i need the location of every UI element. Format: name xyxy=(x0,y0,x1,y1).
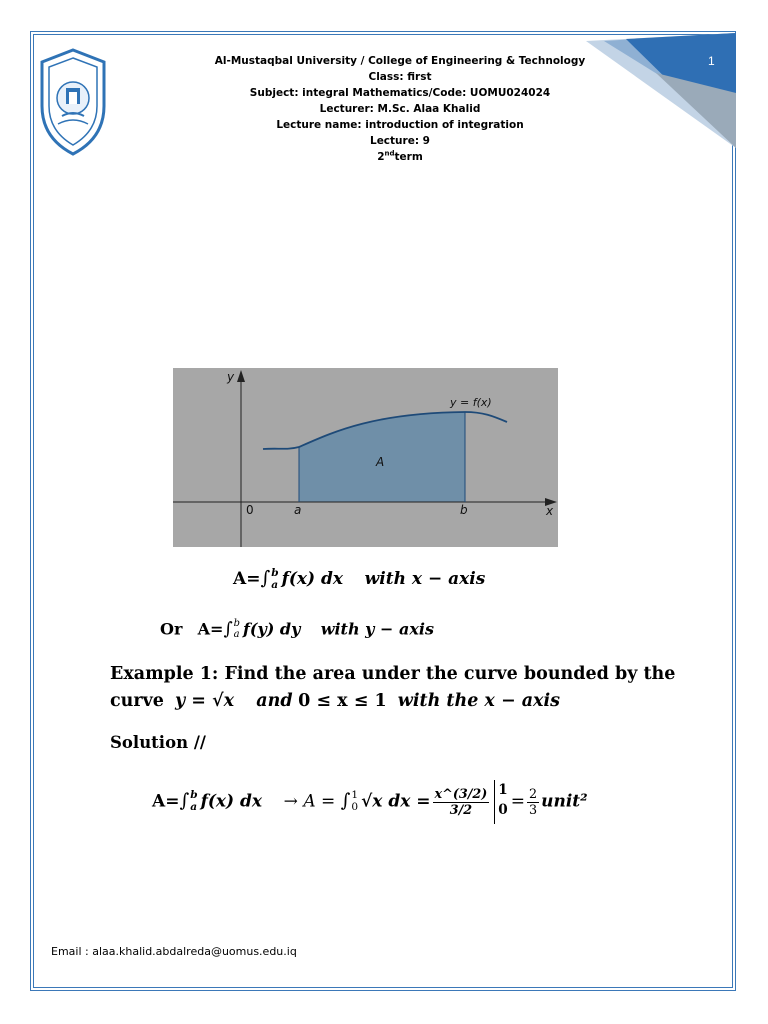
b-label: b xyxy=(460,503,468,517)
page-number: 1 xyxy=(708,54,715,68)
header-subject: Subject: integral Mathematics/Code: UOMU024024 xyxy=(249,87,551,99)
solution-label: Solution // xyxy=(110,733,206,752)
header-lecture-name: Lecture name: introduction of integration xyxy=(276,119,524,131)
origin-label: 0 xyxy=(246,503,254,517)
corner-decoration xyxy=(586,33,736,148)
y-axis-label: y xyxy=(227,370,235,384)
document-header xyxy=(200,53,600,165)
area-label: A xyxy=(376,455,385,469)
header-university: Al-Mustaqbal University / College of Engineering & Technology xyxy=(214,55,586,67)
a-label: a xyxy=(294,503,302,517)
header-lecture-number: Lecture: 9 xyxy=(370,135,430,147)
header-lecturer: Lecturer: M.Sc. Alaa Khalid xyxy=(319,103,481,115)
header-class: Class: first xyxy=(368,71,432,83)
area-under-curve-graph xyxy=(173,368,558,547)
area-formula-y-axis: Or A=∫ b a f(y) dy with y − axis xyxy=(160,618,434,640)
x-axis-label: x xyxy=(546,504,554,518)
header-term: 2ndterm xyxy=(377,149,423,163)
area-formula-x-axis: A=∫ b a f(x) dx with x − axis xyxy=(233,567,486,591)
example-statement: Example 1: Find the area under the curve bounded by the xyxy=(110,664,676,684)
footer-email: Email : alaa.khalid.abdalreda@uomus.edu.iq xyxy=(51,945,297,958)
university-logo xyxy=(36,46,110,158)
curve-label: y = f(x) xyxy=(450,396,492,409)
example-statement-continued: curve y = √x and 0 ≤ x ≤ 1 with the x − axis xyxy=(110,691,560,711)
solution-equation: A=∫ b a f(x) dx → A = ∫ 1 0 √x dx = $\frac{x\^{}(3/2)}{3/2}$ 1 0 = $\frac{2}{3}$ unit² xyxy=(152,780,588,824)
